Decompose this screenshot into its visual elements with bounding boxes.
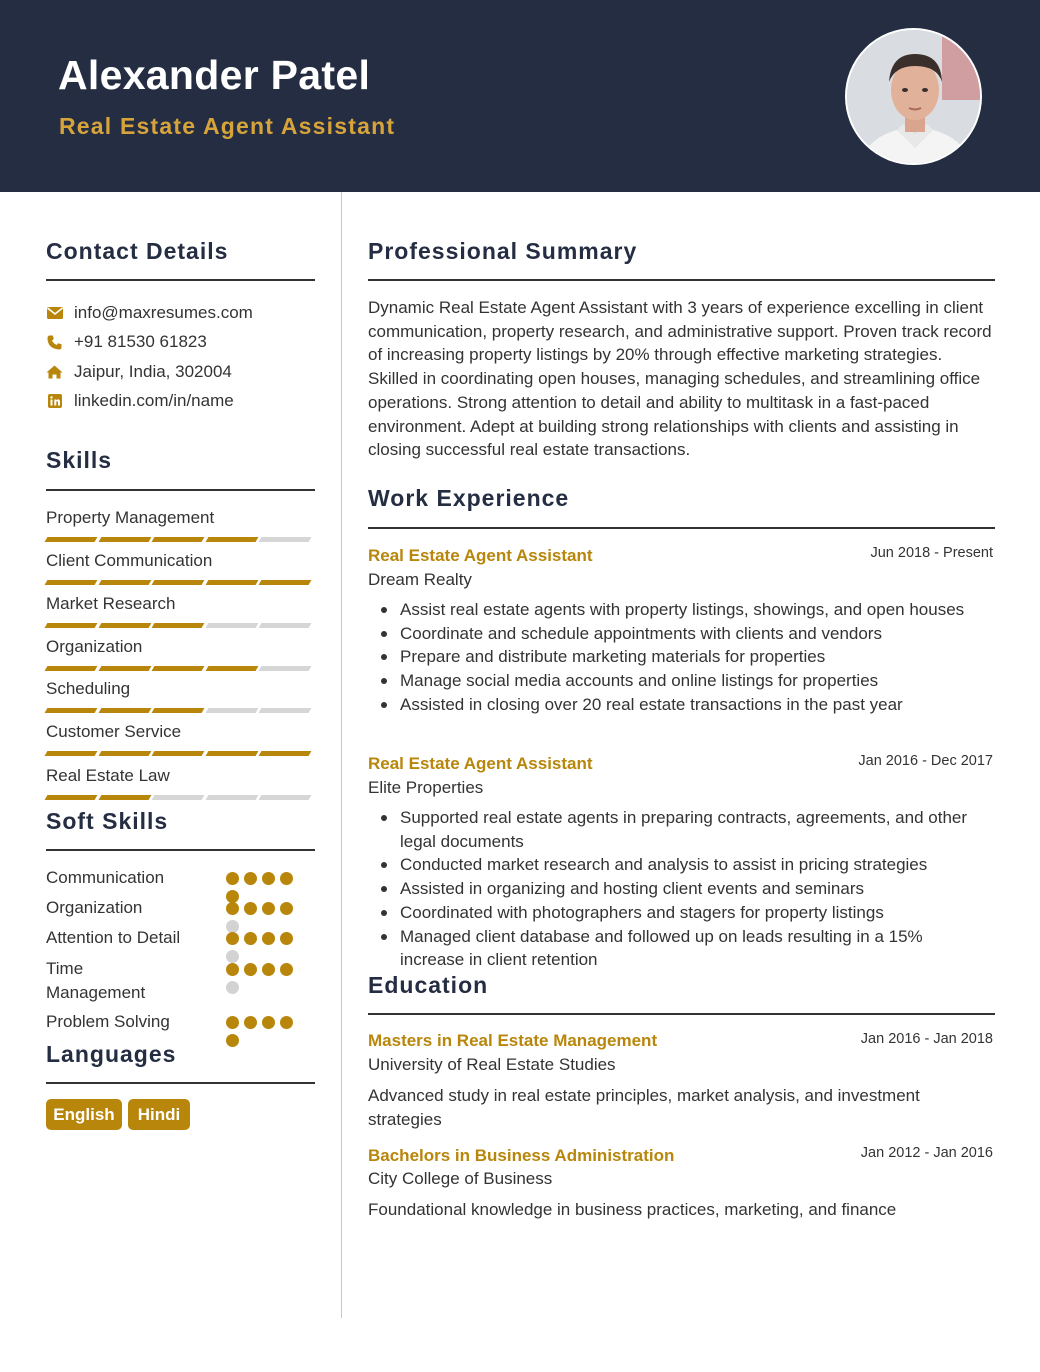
soft-skill-dot-filled: [280, 932, 293, 945]
soft-skill-dot-filled: [262, 872, 275, 885]
job-1-company: Dream Realty: [368, 570, 472, 589]
skill-segment-filled: [205, 537, 258, 542]
skill-segment-filled: [98, 537, 151, 542]
experience-section-rule: [368, 527, 995, 529]
list-item: Coordinated with photographers and stagers for property listings: [400, 901, 990, 925]
skill-segment-filled: [152, 580, 205, 585]
skill-level-bar: [46, 580, 314, 585]
soft-skill-name: Organization: [46, 898, 143, 917]
summary-text: Dynamic Real Estate Agent Assistant with 3 years of experience excelling in client communication, property research, and administrative support. Proven track record of increasing property listings by 20% through effective marketing strategies. Skilled in coordinating open houses, managing schedules, and streamlining office operations. Strong attention to detail and ability to multitask in a fast-paced environment. Adept at building strong relationships with clients and assisting in closing successful real estate transactions.: [368, 298, 992, 460]
languages-section-rule: [46, 1082, 315, 1084]
summary-section-title: Professional Summary: [368, 238, 638, 264]
skill-segment-filled: [45, 537, 98, 542]
skill-segment-empty: [259, 623, 312, 628]
education-1-description: Advanced study in real estate principles, market analysis, and investment strategies: [368, 1086, 920, 1129]
skill-name: Organization: [46, 637, 143, 656]
skill-name: Customer Service: [46, 722, 182, 741]
skill-segment-filled: [205, 666, 258, 671]
education-2-date: Jan 2012 - Jan 2016: [860, 1145, 993, 1161]
skill-segment-empty: [259, 708, 312, 713]
skill-segment-filled: [45, 795, 98, 800]
list-item: Supported real estate agents in preparing contracts, agreements, and other legal documents: [400, 806, 990, 853]
soft-skill-name: Problem Solving: [46, 1012, 170, 1031]
skill-segment-empty: [152, 795, 205, 800]
skill-segment-filled: [98, 580, 151, 585]
soft-skill-name: Attention to Detail: [46, 928, 181, 947]
skill-name: Property Management: [46, 508, 215, 527]
job-1-date: Jun 2018 - Present: [870, 545, 993, 561]
contact-linkedin[interactable]: [46, 389, 234, 413]
skill-segment-filled: [98, 751, 151, 756]
education-section-rule: [368, 1013, 995, 1015]
skill-segment-filled: [98, 666, 151, 671]
contact-email[interactable]: [46, 301, 253, 325]
contact-section-title: Contact Details: [46, 238, 229, 264]
soft-skill-dot-filled: [280, 963, 293, 976]
skill-segment-filled: [152, 537, 205, 542]
education-section-title: Education: [368, 972, 489, 998]
contact-linkedin-text: linkedin.com/in/name: [74, 391, 234, 410]
education-2-school: City College of Business: [368, 1169, 553, 1188]
skill-segment-empty: [259, 795, 312, 800]
soft-skill-dot-filled: [226, 963, 239, 976]
skill-segment-empty: [205, 623, 258, 628]
soft-skill-dot-filled: [244, 932, 257, 945]
soft-skill-dot-filled: [226, 872, 239, 885]
soft-skill-dot-filled: [262, 963, 275, 976]
list-item: Coordinate and schedule appointments with clients and vendors: [400, 622, 990, 646]
job-2-bullets: [400, 806, 990, 972]
contact-phone[interactable]: [46, 330, 207, 354]
list-item: Assisted in closing over 20 real estate transactions in the past year: [400, 693, 990, 717]
candidate-role: Real Estate Agent Assistant: [59, 113, 396, 139]
candidate-name: Alexander Patel: [58, 52, 371, 98]
skill-level-bar: [46, 537, 314, 542]
soft-skill-dot-filled: [226, 1034, 239, 1047]
job-2-date: Jan 2016 - Dec 2017: [858, 753, 993, 769]
skills-section-rule: [46, 489, 315, 491]
skill-segment-filled: [98, 708, 151, 713]
soft-skill-dot-empty: [226, 981, 239, 994]
soft-skill-dot-filled: [262, 932, 275, 945]
skill-segment-filled: [45, 708, 98, 713]
job-2-title: Real Estate Agent Assistant: [368, 754, 593, 773]
contact-address: [46, 360, 232, 384]
skill-segment-empty: [259, 537, 312, 542]
job-1-bullets: [400, 598, 990, 717]
list-item: Managed client database and followed up on leads resulting in a 15% increase in client retention: [400, 925, 990, 972]
skill-level-bar: [46, 751, 314, 756]
skill-segment-filled: [45, 623, 98, 628]
soft-skill-name: Time Management: [46, 959, 146, 1002]
linkedin-icon: [46, 393, 63, 410]
phone-icon: [46, 334, 63, 351]
skill-segment-filled: [205, 580, 258, 585]
contact-phone-text: +91 81530 61823: [74, 332, 207, 351]
job-2-company: Elite Properties: [368, 778, 484, 797]
soft-skill-dot-filled: [244, 963, 257, 976]
list-item: Manage social media accounts and online listings for properties: [400, 669, 990, 693]
contact-section-rule: [46, 279, 315, 281]
soft-skills-section-title: Soft Skills: [46, 808, 169, 834]
skill-segment-empty: [259, 666, 312, 671]
list-item: Prepare and distribute marketing materials for properties: [400, 645, 990, 669]
skill-level-bar: [46, 666, 314, 671]
skill-segment-filled: [45, 751, 98, 756]
soft-skill-dot-filled: [280, 902, 293, 915]
soft-skill-dot-filled: [262, 902, 275, 915]
list-item: Conducted market research and analysis to assist in pricing strategies: [400, 853, 990, 877]
skill-name: Market Research: [46, 594, 176, 613]
language-badge-hindi: Hindi: [128, 1099, 190, 1130]
soft-skill-dot-filled: [244, 872, 257, 885]
skill-segment-filled: [152, 666, 205, 671]
skill-name: Real Estate Law: [46, 766, 170, 785]
skill-segment-filled: [259, 751, 312, 756]
skill-segment-filled: [152, 623, 205, 628]
resume-header: [0, 0, 1040, 192]
job-1-title: Real Estate Agent Assistant: [368, 546, 593, 565]
skill-level-bar: [46, 795, 314, 800]
contact-address-text: Jaipur, India, 302004: [74, 362, 232, 381]
contact-email-text: info@maxresumes.com: [74, 303, 253, 322]
education-1-date: Jan 2016 - Jan 2018: [860, 1031, 993, 1047]
skill-segment-filled: [98, 623, 151, 628]
soft-skill-dot-filled: [244, 1016, 257, 1029]
skills-section-title: Skills: [46, 447, 113, 473]
summary-section-rule: [368, 279, 995, 281]
soft-skill-dot-filled: [226, 932, 239, 945]
languages-section-title: Languages: [46, 1041, 177, 1067]
skill-segment-empty: [205, 708, 258, 713]
skill-segment-filled: [152, 708, 205, 713]
skill-segment-filled: [259, 580, 312, 585]
column-divider: [341, 192, 342, 1318]
list-item: Assist real estate agents with property listings, showings, and open houses: [400, 598, 990, 622]
home-icon: [46, 364, 63, 381]
profile-photo-image: [847, 30, 982, 165]
skill-name: Scheduling: [46, 679, 131, 698]
profile-photo: [845, 28, 982, 165]
soft-skill-dot-filled: [262, 1016, 275, 1029]
envelope-icon: [46, 305, 63, 322]
skill-segment-filled: [205, 751, 258, 756]
soft-skills-section-rule: [46, 849, 315, 851]
skill-segment-filled: [45, 666, 98, 671]
skill-segment-filled: [45, 580, 98, 585]
skill-level-bar: [46, 708, 314, 713]
education-1-degree: Masters in Real Estate Management: [368, 1031, 658, 1050]
education-1-school: University of Real Estate Studies: [368, 1055, 616, 1074]
skill-segment-filled: [98, 795, 151, 800]
skill-level-bar: [46, 623, 314, 628]
list-item: Assisted in organizing and hosting client events and seminars: [400, 877, 990, 901]
skill-segment-empty: [205, 795, 258, 800]
soft-skill-name: Communication: [46, 868, 165, 887]
skill-segment-filled: [152, 751, 205, 756]
soft-skill-dot-empty: [226, 950, 239, 963]
soft-skill-dot-filled: [280, 872, 293, 885]
skill-name: Client Communication: [46, 551, 213, 570]
education-2-description: Foundational knowledge in business practices, marketing, and finance: [368, 1200, 897, 1219]
soft-skill-dot-filled: [280, 1016, 293, 1029]
soft-skill-dot-filled: [226, 902, 239, 915]
language-badge-english: English: [46, 1099, 122, 1130]
soft-skill-dot-filled: [226, 1016, 239, 1029]
experience-section-title: Work Experience: [368, 485, 570, 511]
soft-skill-dot-filled: [244, 902, 257, 915]
education-2-degree: Bachelors in Business Administration: [368, 1146, 675, 1165]
